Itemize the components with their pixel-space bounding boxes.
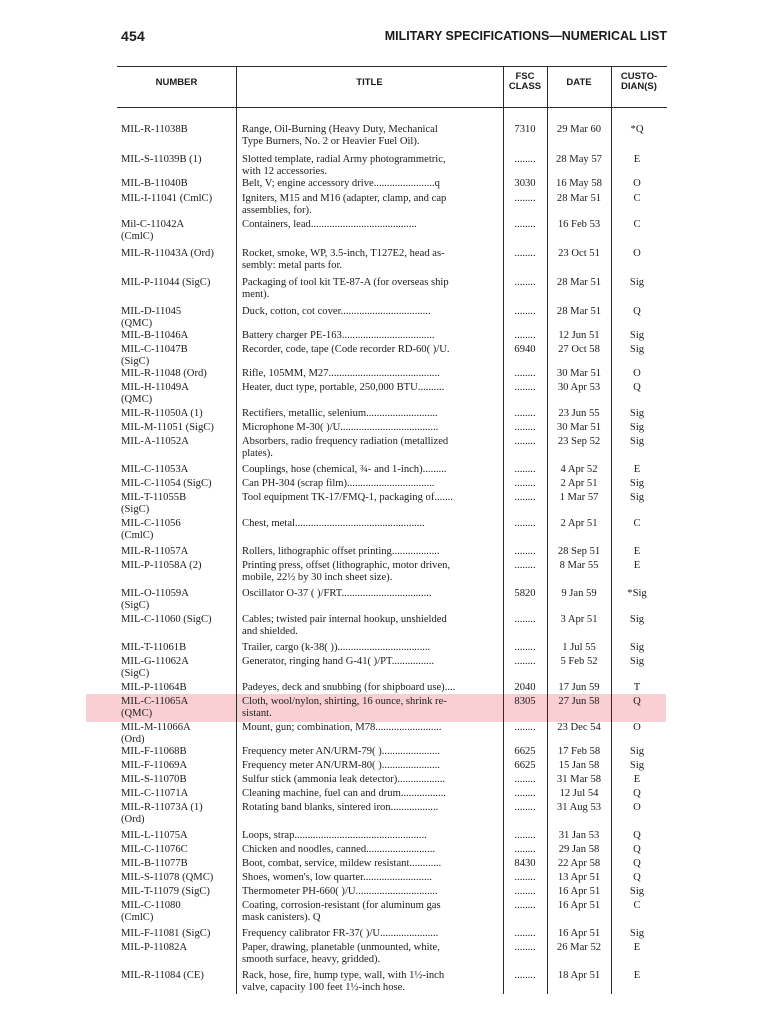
spec-title: Slotted template, radial Army photogrammetric, with 12 accessories. — [242, 154, 446, 177]
fsc-class: ........ — [514, 368, 536, 379]
spec-number: MIL-G-11062A (SigC) — [121, 656, 189, 679]
custodians: O — [633, 802, 641, 813]
spec-title: Belt, V; engine accessory drive.......................q — [242, 178, 440, 189]
fsc-class: ........ — [514, 928, 536, 939]
spec-number: MIL-R-11073A (1) (Ord) — [121, 802, 203, 825]
column-rule-number — [236, 66, 237, 994]
custodians: Sig — [629, 277, 645, 288]
spec-number: MIL-C-11071A — [121, 788, 189, 799]
spec-date: 15 Jan 58 — [558, 760, 600, 771]
spec-title: Thermometer PH-660( )/U............................... — [242, 886, 438, 897]
spec-number: MIL-R-11050A (1) — [121, 408, 203, 419]
spec-number: MIL-L-11075A — [121, 830, 188, 841]
spec-title: Rollers, lithographic offset printing.................. — [242, 546, 440, 557]
custodians: Sig — [629, 478, 645, 489]
custodians: T — [633, 682, 641, 693]
fsc-class: 5820 — [514, 588, 536, 599]
custodians: O — [633, 178, 641, 189]
spec-title: Rectifiers, metallic, selenium........................... — [242, 408, 438, 419]
spec-title: Microphone M-30( )/U..................................... — [242, 422, 439, 433]
header-custodians: CUSTO- DIAN(S) — [620, 71, 658, 92]
spec-title: Trailer, cargo (k-38( ))................................... — [242, 642, 431, 653]
fsc-class: ........ — [514, 886, 536, 897]
spec-date: 16 Feb 53 — [557, 219, 601, 230]
spec-number: MIL-F-11081 (SigC) — [121, 928, 211, 939]
custodians: Sig — [629, 656, 645, 667]
custodians: Q — [633, 858, 641, 869]
spec-title: Absorbers, radio frequency radiation (metallized plates). — [242, 436, 449, 459]
spec-number: MIL-C-11060 (SigC) — [121, 614, 212, 625]
fsc-class: ........ — [514, 830, 536, 841]
spec-date: 28 Mar 51 — [556, 306, 602, 317]
fsc-class: ........ — [514, 330, 536, 341]
custodians: Q — [633, 306, 641, 317]
spec-number: MIL-C-11065A (QMC) — [121, 696, 189, 719]
spec-title: Coating, corrosion-resistant (for aluminum gas mask canisters). Q — [242, 900, 441, 923]
spec-number: MIL-R-11043A (Ord) — [121, 248, 214, 259]
custodians: Q — [633, 844, 641, 855]
custodians: Sig — [629, 760, 645, 771]
fsc-class: 6940 — [514, 344, 536, 355]
fsc-class: 8305 — [514, 696, 536, 707]
spec-number: MIL-P-11082A — [121, 942, 188, 953]
table-top-rule — [117, 66, 667, 67]
spec-number: MIL-C-11076C — [121, 844, 188, 855]
custodians: Sig — [629, 642, 645, 653]
spec-title: Frequency meter AN/URM-80( )...................... — [242, 760, 441, 771]
fsc-class: ........ — [514, 844, 536, 855]
spec-number: MIL-C-11053A — [121, 464, 189, 475]
fsc-class: ........ — [514, 219, 536, 230]
fsc-class: ........ — [514, 492, 536, 503]
spec-date: 16 Apr 51 — [557, 928, 601, 939]
spec-title: Cables; twisted pair internal hookup, unshielded and shielded. — [242, 614, 447, 637]
custodians: Sig — [629, 408, 645, 419]
header-fsc-class: FSC CLASS — [508, 71, 542, 92]
spec-title: Recorder, code, tape (Code recorder RD-60( )/U. — [242, 344, 450, 355]
spec-number: MIL-I-11041 (CmlC) — [121, 193, 213, 204]
spec-date: 28 Sep 51 — [557, 546, 601, 557]
spec-date: 28 Mar 51 — [556, 277, 602, 288]
fsc-class: ........ — [514, 306, 536, 317]
spec-date: 13 Apr 51 — [557, 872, 601, 883]
custodians: O — [633, 722, 641, 733]
spec-date: 23 Oct 51 — [558, 248, 600, 259]
spec-date: 16 Apr 51 — [557, 886, 601, 897]
spec-number: MIL-O-11059A (SigC) — [121, 588, 189, 611]
fsc-class: 7310 — [514, 124, 536, 135]
spec-date: 22 Apr 58 — [557, 858, 601, 869]
spec-date: 26 Mar 52 — [556, 942, 602, 953]
custodians: E — [633, 464, 641, 475]
fsc-class: ........ — [514, 942, 536, 953]
spec-title: Rocket, smoke, WP, 3.5-inch, T127E2, head as- sembly: metal parts for. — [242, 248, 445, 271]
spec-number: MIL-S-11078 (QMC) — [121, 872, 214, 883]
fsc-class: ........ — [514, 722, 536, 733]
spec-title: Containers, lead........................................ — [242, 219, 417, 230]
fsc-class: ........ — [514, 872, 536, 883]
spec-date: 16 Apr 51 — [557, 900, 601, 911]
spec-date: 8 Mar 55 — [559, 560, 599, 571]
spec-title: Cleaning machine, fuel can and drum................. — [242, 788, 446, 799]
spec-title: Chicken and noodles, canned.......................... — [242, 844, 436, 855]
spec-number: MIL-S-11039B (1) — [121, 154, 202, 165]
spec-number: MIL-T-11079 (SigC) — [121, 886, 210, 897]
spec-date: 12 Jun 51 — [558, 330, 600, 341]
spec-number: MIL-R-11084 (CE) — [121, 970, 204, 981]
spec-number: MIL-T-11055B (SigC) — [121, 492, 187, 515]
fsc-class: ........ — [514, 408, 536, 419]
spec-title: Heater, duct type, portable, 250,000 BTU.......... — [242, 382, 445, 393]
fsc-class: ........ — [514, 546, 536, 557]
custodians: E — [633, 546, 641, 557]
spec-title: Packaging of tool kit TE-87-A (for overseas ship ment). — [242, 277, 449, 300]
spec-title: Rack, hose, fire, hump type, wall, with 1½-inch valve, capacity 100 feet 1½-inch hose. — [242, 970, 445, 993]
custodians: Q — [633, 382, 641, 393]
fsc-class: ........ — [514, 277, 536, 288]
fsc-class: ........ — [514, 248, 536, 259]
fsc-class: 6625 — [514, 760, 536, 771]
fsc-class: 6625 — [514, 746, 536, 757]
fsc-class: ........ — [514, 193, 536, 204]
custodians: *Q — [630, 124, 644, 135]
custodians: Q — [633, 830, 641, 841]
header-date: DATE — [566, 77, 592, 88]
custodians: Sig — [629, 614, 645, 625]
spec-date: 1 Jul 55 — [562, 642, 596, 653]
fsc-class: ........ — [514, 154, 536, 165]
custodians: Q — [633, 696, 641, 707]
spec-number: MIL-F-11069A — [121, 760, 188, 771]
spec-number: MIL-B-11046A — [121, 330, 189, 341]
spec-title: Frequency calibrator FR-37( )/U...................... — [242, 928, 439, 939]
fsc-class: ........ — [514, 656, 536, 667]
spec-title: Tool equipment TK-17/FMQ-1, packaging of....... — [242, 492, 453, 503]
spec-number: MIL-C-11056 (CmlC) — [121, 518, 181, 541]
custodians: Sig — [629, 746, 645, 757]
spec-date: 29 Mar 60 — [556, 124, 602, 135]
spec-date: 23 Sep 52 — [557, 436, 601, 447]
spec-title: Paper, drawing, planetable (unmounted, white, smooth surface, heavy, gridded). — [242, 942, 440, 965]
header-bottom-rule — [117, 107, 667, 108]
spec-number: MIL-P-11058A (2) — [121, 560, 202, 571]
spec-date: 5 Feb 52 — [560, 656, 598, 667]
spec-date: 23 Dec 54 — [557, 722, 601, 733]
spec-date: 4 Apr 52 — [560, 464, 598, 475]
spec-date: 2 Apr 51 — [560, 518, 598, 529]
spec-title: Range, Oil-Burning (Heavy Duty, Mechanical Type Burners, No. 2 or Heavier Fuel Oil). — [242, 124, 438, 147]
fsc-class: ........ — [514, 422, 536, 433]
spec-date: 17 Jun 59 — [558, 682, 600, 693]
spec-title: Boot, combat, service, mildew resistant............ — [242, 858, 442, 869]
spec-date: 9 Jan 59 — [561, 588, 597, 599]
custodians: E — [633, 154, 641, 165]
spec-date: 12 Jul 54 — [559, 788, 599, 799]
spec-title: Couplings, hose (chemical, ¾- and 1-inch)......... — [242, 464, 447, 475]
spec-number: MIL-M-11066A (Ord) — [121, 722, 191, 745]
spec-number: MIL-F-11068B — [121, 746, 187, 757]
spec-date: 29 Jan 58 — [558, 844, 600, 855]
spec-date: 31 Mar 58 — [556, 774, 602, 785]
spec-date: 30 Apr 53 — [557, 382, 601, 393]
spec-date: 30 Mar 51 — [556, 368, 602, 379]
spec-title: Frequency meter AN/URM-79( )...................... — [242, 746, 441, 757]
fsc-class: ........ — [514, 478, 536, 489]
spec-date: 27 Oct 58 — [558, 344, 600, 355]
spec-title: Loops, strap.................................................. — [242, 830, 427, 841]
running-head: MILITARY SPECIFICATIONS—NUMERICAL LIST — [384, 28, 667, 43]
fsc-class: 3030 — [514, 178, 536, 189]
spec-number: MIL-R-11048 (Ord) — [121, 368, 207, 379]
spec-title: Battery charger PE-163................................... — [242, 330, 435, 341]
spec-number: MIL-D-11045 (QMC) — [121, 306, 182, 329]
spec-title: Cloth, wool/nylon, shirting, 16 ounce, shrink re- sistant. — [242, 696, 447, 719]
header-title: TITLE — [356, 77, 383, 88]
custodians: Sig — [629, 928, 645, 939]
custodians: C — [633, 219, 641, 230]
spec-date: 18 Apr 51 — [557, 970, 601, 981]
spec-date: 27 Jun 58 — [558, 696, 600, 707]
spec-title: Mount, gun; combination, M78......................... — [242, 722, 442, 733]
custodians: C — [633, 518, 641, 529]
fsc-class: ........ — [514, 788, 536, 799]
spec-number: MIL-T-11061B — [121, 642, 187, 653]
spec-title: Padeyes, deck and snubbing (for shipboard use).... — [242, 682, 456, 693]
spec-title: Duck, cotton, cot cover.................................. — [242, 306, 431, 317]
fsc-class: ........ — [514, 382, 536, 393]
spec-number: MIL-H-11049A (QMC) — [121, 382, 189, 405]
custodians: E — [633, 774, 641, 785]
custodians: Q — [633, 872, 641, 883]
custodians: *Sig — [627, 588, 647, 599]
spec-title: Rifle, 105MM, M27.......................................... — [242, 368, 440, 379]
spec-number: MIL-C-11047B (SigC) — [121, 344, 188, 367]
fsc-class: ........ — [514, 970, 536, 981]
custodians: O — [633, 368, 641, 379]
spec-title: Chest, metal................................................. — [242, 518, 425, 529]
spec-title: Generator, ringing hand G-41( )/PT................ — [242, 656, 435, 667]
spec-title: Can PH-304 (scrap film)................................. — [242, 478, 435, 489]
custodians: O — [633, 248, 641, 259]
spec-number: MIL-A-11052A — [121, 436, 189, 447]
spec-number: MIL-M-11051 (SigC) — [121, 422, 214, 433]
spec-date: 1 Mar 57 — [559, 492, 599, 503]
custodians: Sig — [629, 492, 645, 503]
fsc-class: ........ — [514, 642, 536, 653]
spec-date: 23 Jun 55 — [558, 408, 600, 419]
custodians: Sig — [629, 344, 645, 355]
spec-number: MIL-R-11038B — [121, 124, 188, 135]
custodians: C — [633, 193, 641, 204]
spec-number: MIL-C-11080 (CmlC) — [121, 900, 181, 923]
spec-number: MIL-C-11054 (SigC) — [121, 478, 212, 489]
fsc-class: 2040 — [514, 682, 536, 693]
spec-date: 28 Mar 51 — [556, 193, 602, 204]
custodians: C — [633, 900, 641, 911]
spec-date: 17 Feb 58 — [557, 746, 601, 757]
spec-title: Sulfur stick (ammonia leak detector).................. — [242, 774, 445, 785]
spec-title: Rotating band blanks, sintered iron.................. — [242, 802, 439, 813]
spec-date: 30 Mar 51 — [556, 422, 602, 433]
spec-number: MIL-B-11077B — [121, 858, 188, 869]
spec-title: Shoes, women's, low quarter.......................... — [242, 872, 432, 883]
custodians: E — [633, 560, 641, 571]
fsc-class: ........ — [514, 774, 536, 785]
custodians: Sig — [629, 436, 645, 447]
page-number: 454 — [121, 28, 145, 44]
fsc-class: 8430 — [514, 858, 536, 869]
spec-date: 3 Apr 51 — [560, 614, 598, 625]
fsc-class: ........ — [514, 614, 536, 625]
spec-number: MIL-S-11070B — [121, 774, 187, 785]
spec-number: MIL-B-11040B — [121, 178, 188, 189]
custodians: Sig — [629, 330, 645, 341]
spec-date: 31 Aug 53 — [556, 802, 602, 813]
spec-date: 28 May 57 — [556, 154, 602, 165]
fsc-class: ........ — [514, 464, 536, 475]
custodians: Sig — [629, 886, 645, 897]
custodians: E — [633, 942, 641, 953]
fsc-class: ........ — [514, 518, 536, 529]
spec-number: Mil-C-11042A (CmlC) — [121, 219, 185, 242]
spec-number: MIL-R-11057A — [121, 546, 189, 557]
specifications-table — [117, 66, 667, 994]
fsc-class: ........ — [514, 560, 536, 571]
fsc-class: ........ — [514, 436, 536, 447]
spec-date: 31 Jan 53 — [558, 830, 600, 841]
spec-number: MIL-P-11044 (SigC) — [121, 277, 211, 288]
fsc-class: ........ — [514, 900, 536, 911]
spec-title: Igniters, M15 and M16 (adapter, clamp, and cap assemblies, for). — [242, 193, 447, 216]
spec-date: 16 May 58 — [556, 178, 602, 189]
header-number: NUMBER — [155, 77, 198, 88]
fsc-class: ........ — [514, 802, 536, 813]
spec-date: 2 Apr 51 — [560, 478, 598, 489]
spec-title: Oscillator O-37 ( )/FRT.................................. — [242, 588, 432, 599]
custodians: Sig — [629, 422, 645, 433]
spec-title: Printing press, offset (lithographic, motor driven, mobile, 22½ by 30 inch sheet size). — [242, 560, 451, 583]
spec-number: MIL-P-11064B — [121, 682, 187, 693]
custodians: E — [633, 970, 641, 981]
custodians: Q — [633, 788, 641, 799]
